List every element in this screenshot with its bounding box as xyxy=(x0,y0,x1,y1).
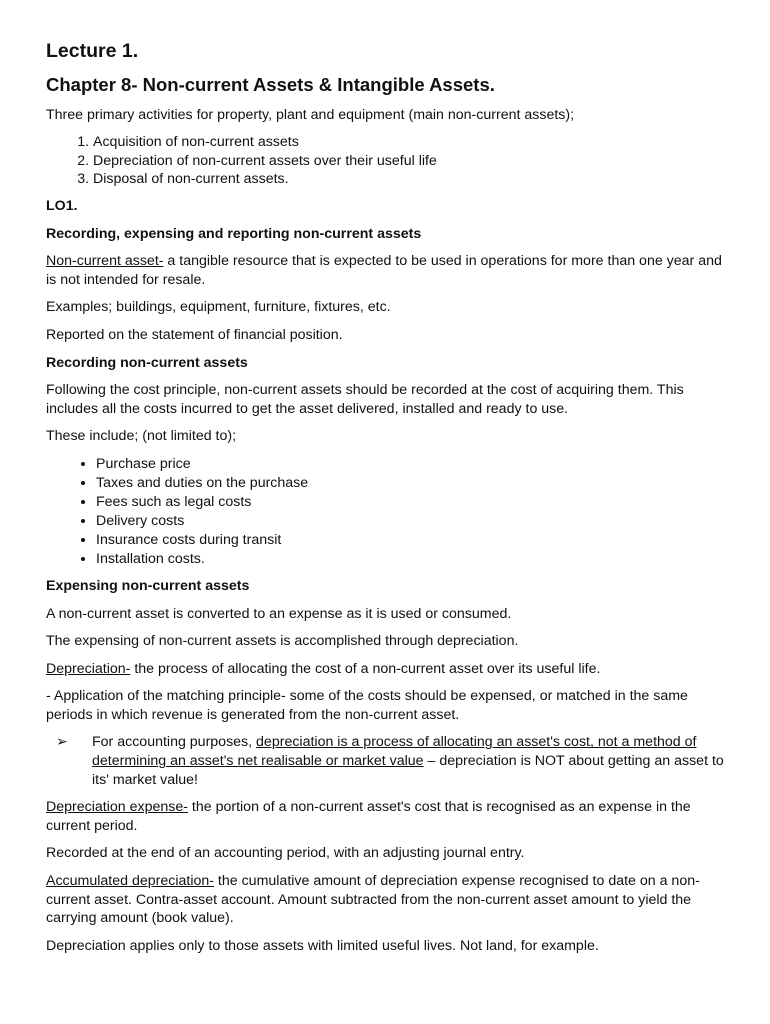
nca-definition xyxy=(46,252,724,289)
expensing-heading: Expensing non-current assets xyxy=(46,577,250,594)
arrow-note xyxy=(56,733,724,789)
intro-paragraph: Three primary activities for property, plant and equipment (main non-current assets); xyxy=(46,106,575,123)
learning-objective: LO1. xyxy=(46,197,78,214)
accumulated-depreciation-term: Accumulated depreciation- xyxy=(46,873,214,890)
chapter-heading: Chapter 8- Non-current Assets & Intangible Assets. xyxy=(46,74,495,96)
list-item: • Fees such as legal costs xyxy=(96,493,724,512)
recorded-end-paragraph: Recorded at the end of an accounting period, with an adjusting journal entry. xyxy=(46,845,525,862)
examples-paragraph: Examples; buildings, equipment, furniture, fixtures, etc. xyxy=(46,299,391,316)
cost-principle-paragraph: Following the cost principle, non-current assets should be recorded at the cost of acquiring them. This includes all the costs incurred to get the asset delivered, installed and ready to use. xyxy=(46,382,684,417)
arrow-bullet-icon: ➢ xyxy=(56,734,68,751)
list-item: • Purchase price xyxy=(96,455,724,474)
note-pre: For accounting purposes, xyxy=(92,734,257,751)
list-item: 3. Disposal of non-current assets. xyxy=(93,170,724,189)
accumulated-depreciation-definition xyxy=(46,872,724,928)
limited-paragraph: Depreciation applies only to those assets with limited useful lives. Not land, for example. xyxy=(46,937,599,954)
depreciation-term: Depreciation- xyxy=(46,660,131,677)
arrow-note-text xyxy=(92,733,724,789)
activities-list xyxy=(46,133,724,189)
list-item: • Delivery costs xyxy=(96,512,724,531)
list-item: • Insurance costs during transit xyxy=(96,531,724,550)
nca-def-text: a tangible resource that is expected to be used in operations for more than one year and is not intended for resale. xyxy=(46,253,722,288)
nca-term: Non-current asset- xyxy=(46,253,164,270)
depreciation-definition xyxy=(46,660,724,679)
accomplished-paragraph: The expensing of non-current assets is accomplished through depreciation. xyxy=(46,633,519,650)
costs-list xyxy=(46,455,724,569)
lecture-title: Lecture 1. xyxy=(46,40,139,62)
note-underlined: depreciation is a process of allocating an asset's cost, not a method of determining an asset's net realisable or market value xyxy=(92,734,697,770)
list-item: 2. Depreciation of non-current assets over their useful life xyxy=(93,152,724,171)
depreciation-expense-def-text: the portion of a non-current asset's cost that is recognised as an expense in the current period. xyxy=(46,799,691,834)
depreciation-expense-term: Depreciation expense- xyxy=(46,799,188,816)
matching-paragraph: - Application of the matching principle- some of the costs should be expensed, or matched in the same periods in which revenue is generated from the non-current asset. xyxy=(46,688,688,723)
converted-paragraph: A non-current asset is converted to an expense as it is used or consumed. xyxy=(46,605,512,622)
accumulated-depreciation-def-text: the cumulative amount of depreciation expense recognised to date on a non-current asset. Contra-asset account. Amount subtracted from the non-current asset amount to yield the carrying amount (book value). xyxy=(46,873,700,927)
list-item: • Taxes and duties on the purchase xyxy=(96,474,724,493)
reported-paragraph: Reported on the statement of financial position. xyxy=(46,326,343,343)
recording-heading: Recording non-current assets xyxy=(46,354,248,371)
list-item: • Installation costs. xyxy=(96,550,724,569)
list-item: 1. Acquisition of non-current assets xyxy=(93,133,724,152)
note-post: – depreciation is NOT about getting an asset to its' market value! xyxy=(92,753,724,788)
section-heading: Recording, expensing and reporting non-current assets xyxy=(46,225,422,242)
depreciation-expense-definition xyxy=(46,798,724,835)
these-include-paragraph: These include; (not limited to); xyxy=(46,428,237,445)
depreciation-def-text: the process of allocating the cost of a non-current asset over its useful life. xyxy=(130,660,601,677)
